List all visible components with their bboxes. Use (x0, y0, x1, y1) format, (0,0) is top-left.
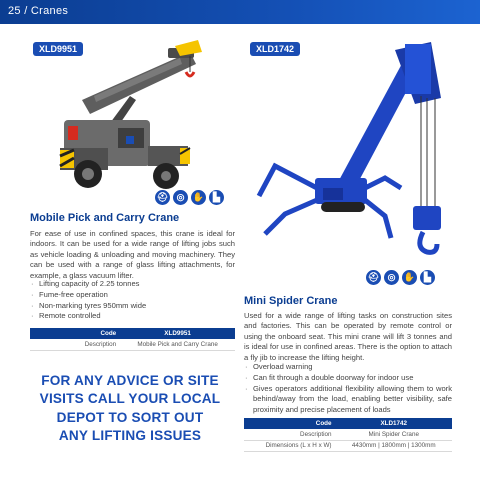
cta-line: FOR ANY ADVICE OR SITE (41, 373, 219, 388)
feature-item: · Gives operators additional flexibility allowing them to work behind/away from the load, enabling better visibility, safe proximity and precise placement of loads (244, 384, 452, 416)
spider-crane-title: Mini Spider Crane (244, 295, 338, 307)
mobile-crane-title: Mobile Pick and Carry Crane (30, 212, 180, 224)
safety-boots-icon: ▙ (209, 190, 224, 205)
cta-line: VISITS CALL YOUR LOCAL (39, 391, 221, 407)
cta-line: ANY LIFTING ISSUES (58, 428, 202, 444)
spider-crane-spec-table (244, 418, 452, 452)
spider-crane-illustration (245, 38, 445, 268)
gloves-icon: ✋ (402, 270, 417, 285)
spec-value: Mini Spider Crane (336, 429, 452, 440)
spec-key: Description (30, 339, 120, 350)
spec-row (244, 429, 452, 440)
mobile-crane-image (30, 38, 230, 208)
ear-defenders-icon: ◎ (173, 190, 188, 205)
feature-item: · Fume-free operation (30, 290, 235, 301)
cta-line: DEPOT TO SORT OUT (56, 409, 204, 425)
spec-key: Description (244, 429, 336, 440)
spec-row (244, 440, 452, 451)
advice-call-to-action (30, 372, 230, 446)
ppe-icons-left (155, 190, 224, 205)
ear-defenders-icon: ◎ (384, 270, 399, 285)
mobile-crane-features (30, 279, 235, 322)
spec-header-row (244, 418, 452, 429)
gloves-icon: ✋ (191, 190, 206, 205)
spec-key: Code (244, 418, 336, 429)
product-code-tag-xld1742: XLD1742 (250, 42, 300, 56)
spec-value: XLD9951 (120, 328, 235, 339)
safety-boots-icon: ▙ (420, 270, 435, 285)
mobile-crane-illustration (30, 38, 230, 208)
mobile-crane-description: For ease of use in confined spaces, this crane is ideal for indoors. It can be used for a wide range of lifting jobs such as vehicle loading & unloading and moving machinery. They can be used with a range of glass lifting attachments, for example, a glass vacuum lifter. (30, 229, 235, 280)
feature-item: · Can fit through a double doorway for indoor use (244, 373, 452, 384)
hard-hat-icon: ⛑ (366, 270, 381, 285)
product-code-tag-xld9951: XLD9951 (33, 42, 83, 56)
spider-crane-image (245, 38, 445, 268)
spec-value: 4430mm | 1800mm | 1300mm (336, 440, 452, 451)
feature-item: · Remote controlled (30, 311, 235, 322)
spec-header-row (30, 328, 235, 339)
spec-key: Dimensions (L x H x W) (244, 440, 336, 451)
spider-crane-description: Used for a wide range of lifting tasks on construction sites and factories. This can be operated by remote control or using the onboard seat. This mini crane will lift 3 tonnes and is ideal for use in confined areas. There is the option to attach a fly jib to increase the lifting height. (244, 311, 452, 362)
feature-item: · Non-marking tyres 950mm wide (30, 301, 235, 312)
spec-row (30, 339, 235, 350)
spec-value: XLD1742 (336, 418, 452, 429)
spec-key: Code (30, 328, 120, 339)
ppe-icons-right (366, 270, 435, 285)
spec-value: Mobile Pick and Carry Crane (120, 339, 235, 350)
hard-hat-icon: ⛑ (155, 190, 170, 205)
page-header-bar (0, 0, 480, 24)
page-label: 25 / Cranes (8, 5, 69, 17)
spider-crane-features (244, 362, 452, 416)
feature-item: · Lifting capacity of 2.25 tonnes (30, 279, 235, 290)
feature-item: · Overload warning (244, 362, 452, 373)
mobile-crane-spec-table (30, 328, 235, 351)
